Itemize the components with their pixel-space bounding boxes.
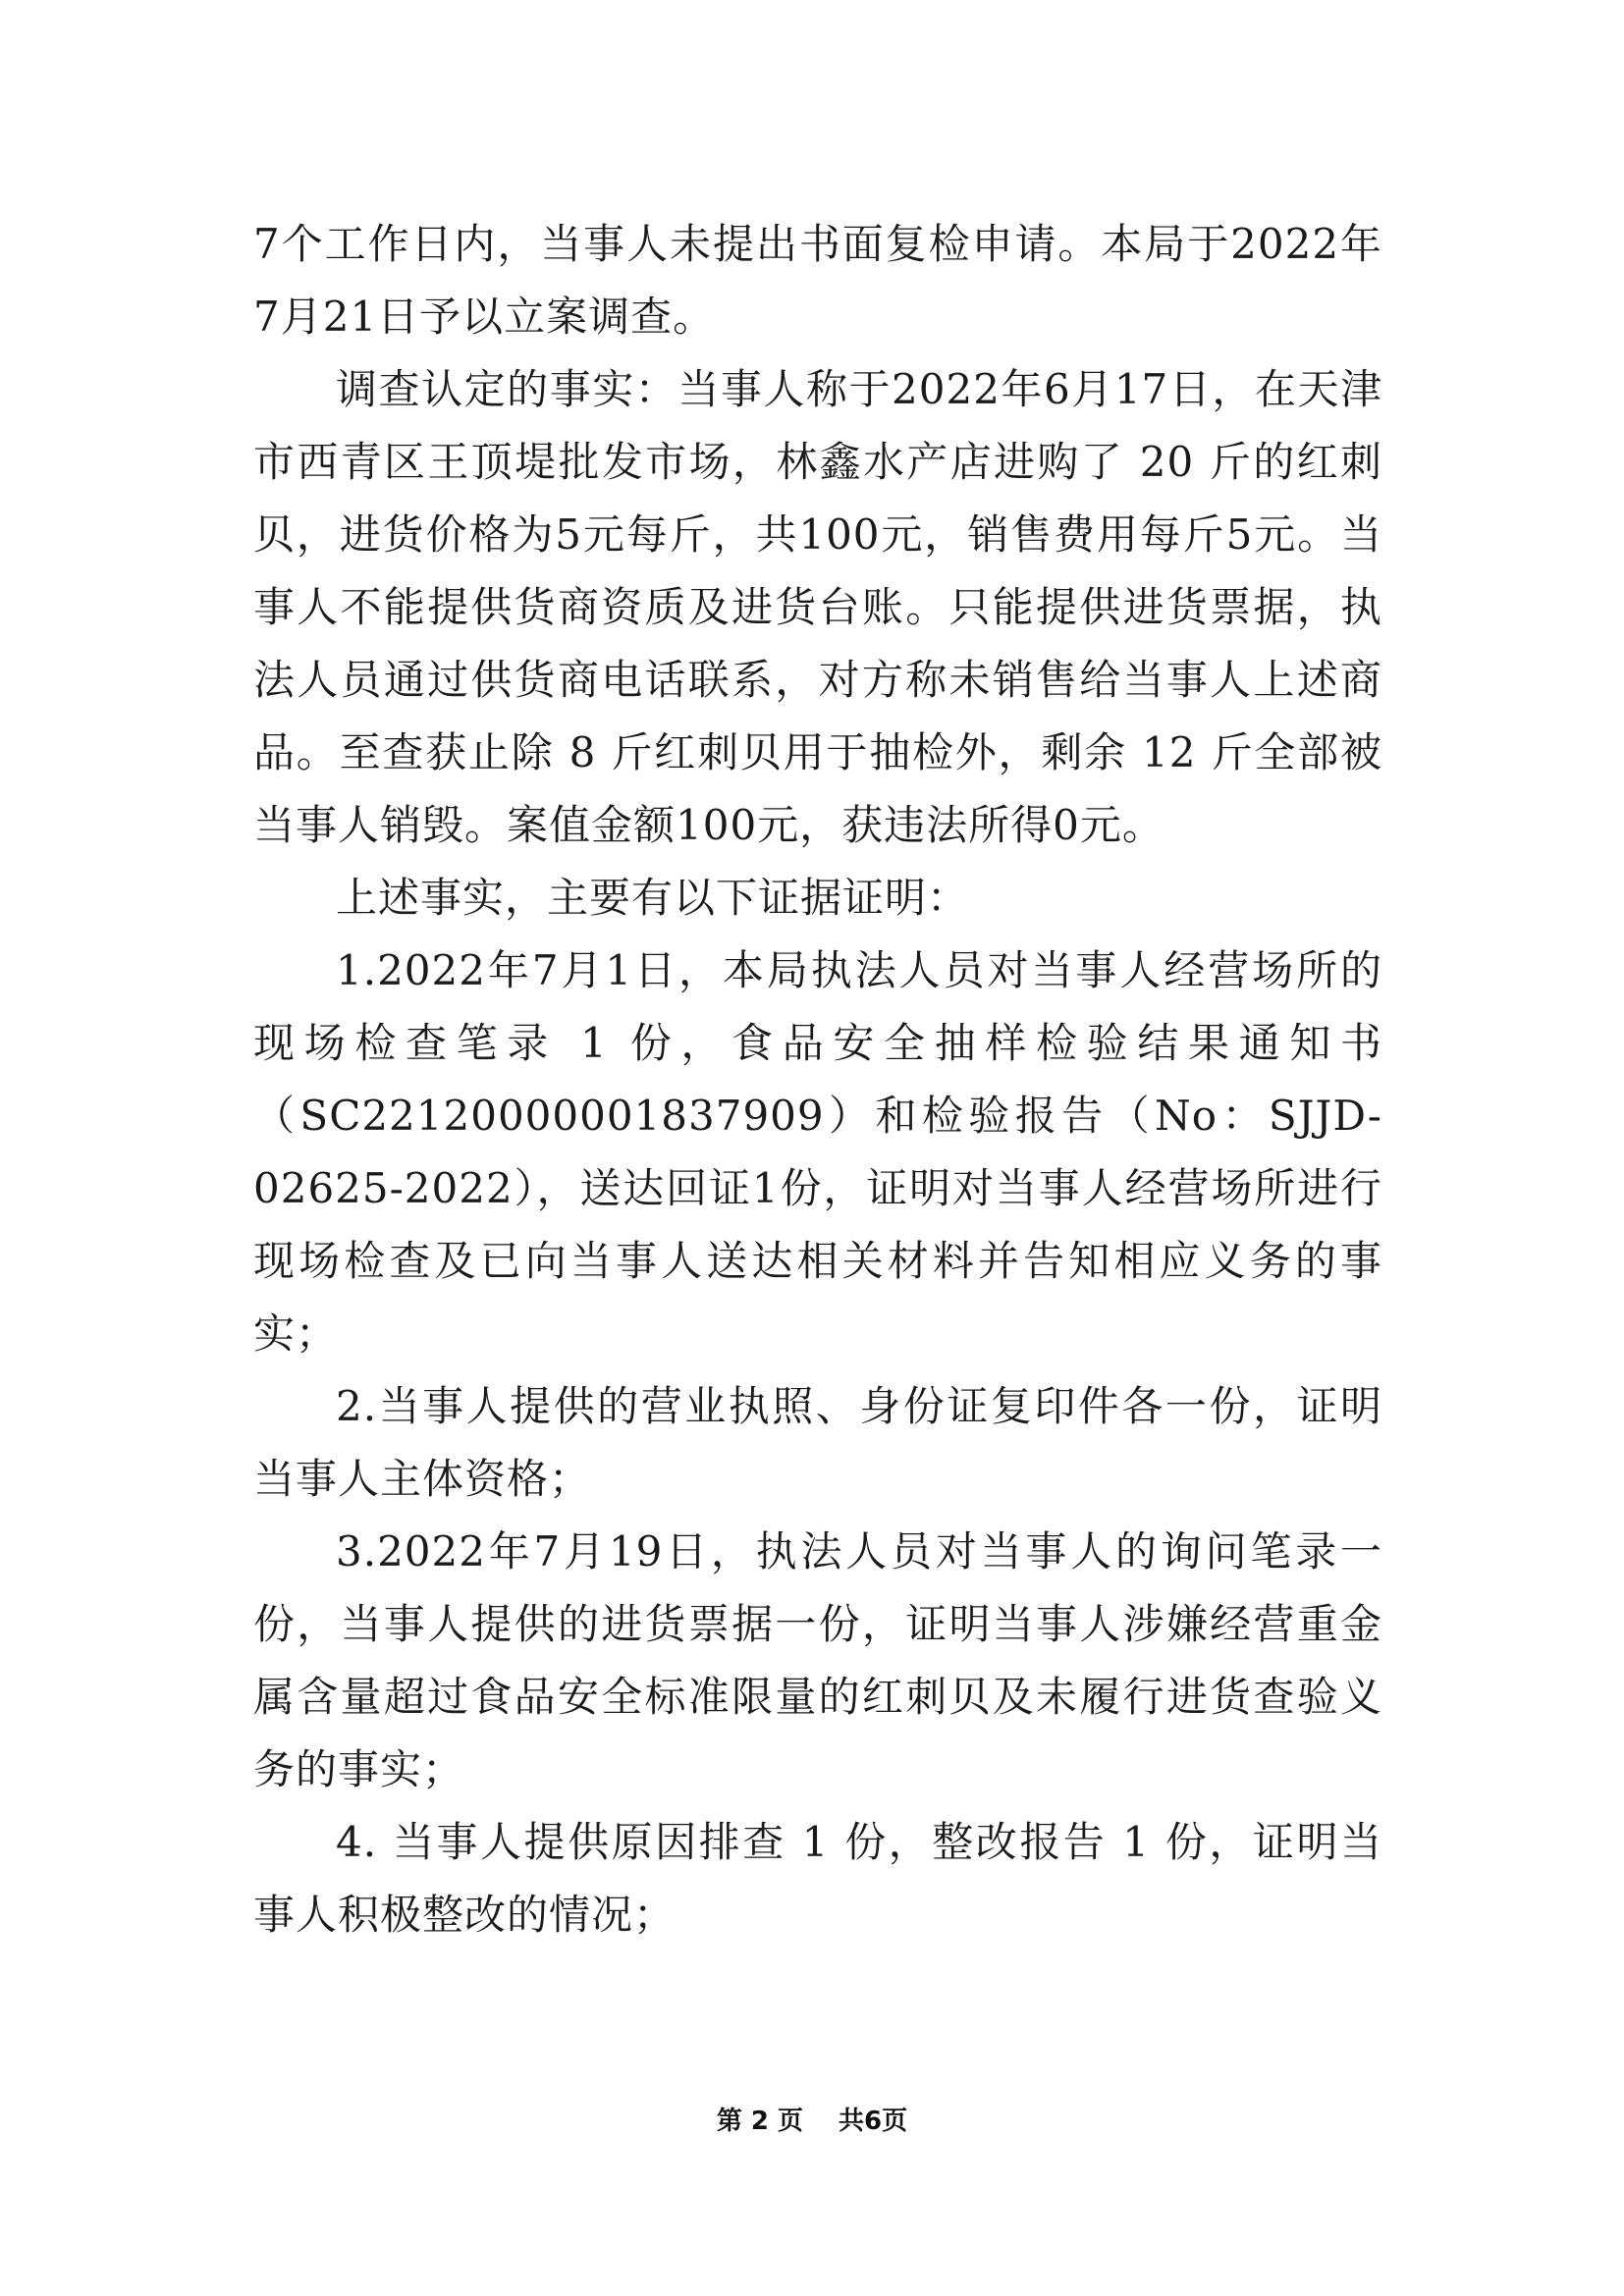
paragraph-continuation: 7个工作日内，当事人未提出书面复检申请。本局于2022年7月21日予以立案调查。 — [253, 220, 1382, 341]
page-footer — [0, 2101, 1624, 2137]
evidence-item-2: 2.当事人提供的营业执照、身份证复印件各一份，证明当事人主体资格； — [253, 1382, 1382, 1503]
evidence-item-4: 4. 当事人提供原因排查 1 份，整改报告 1 份，证明当事人积极整改的情况； — [253, 1818, 1382, 1939]
page-total: 共6页 — [839, 2107, 908, 2136]
document-body — [253, 208, 1382, 1951]
evidence-item-3: 3.2022年7月19日，执法人员对当事人的询问笔录一份，当事人提供的进货票据一份，证明当事人涉嫌经营重金属含量超过食品安全标准限量的红刺贝及未履行进货查验义务的事实； — [253, 1527, 1382, 1793]
evidence-item-1: 1.2022年7月1日，本局执法人员对当事人经营场所的现场检查笔录 1 份，食品安全抽样检验结果通知书（SC22120000001837909）和检验报告（No：SJJD-02625-2022），送达回证1份，证明对当事人经营场所进行现场检查及已向当事人送达相关材料并告知相应义务的事实； — [253, 946, 1382, 1358]
paragraph-investigated-facts: 调查认定的事实：当事人称于2022年6月17日，在天津市西青区王顶堤批发市场，林鑫水产店进购了 20 斤的红刺贝，进货价格为5元每斤，共100元，销售费用每斤5元。当事人不能提供货商资质及进货台账。只能提供进货票据，执法人员通过供货商电话联系，对方称未销售给当事人上述商品。至查获止除 8 斤红刺贝用于抽检外，剩余 12 斤全部被当事人销毁。案值金额100元，获违法所得0元。 — [253, 365, 1382, 849]
paragraph-evidence-intro: 上述事实，主要有以下证据证明： — [336, 874, 970, 922]
page-number: 第 2 页 — [716, 2107, 804, 2136]
